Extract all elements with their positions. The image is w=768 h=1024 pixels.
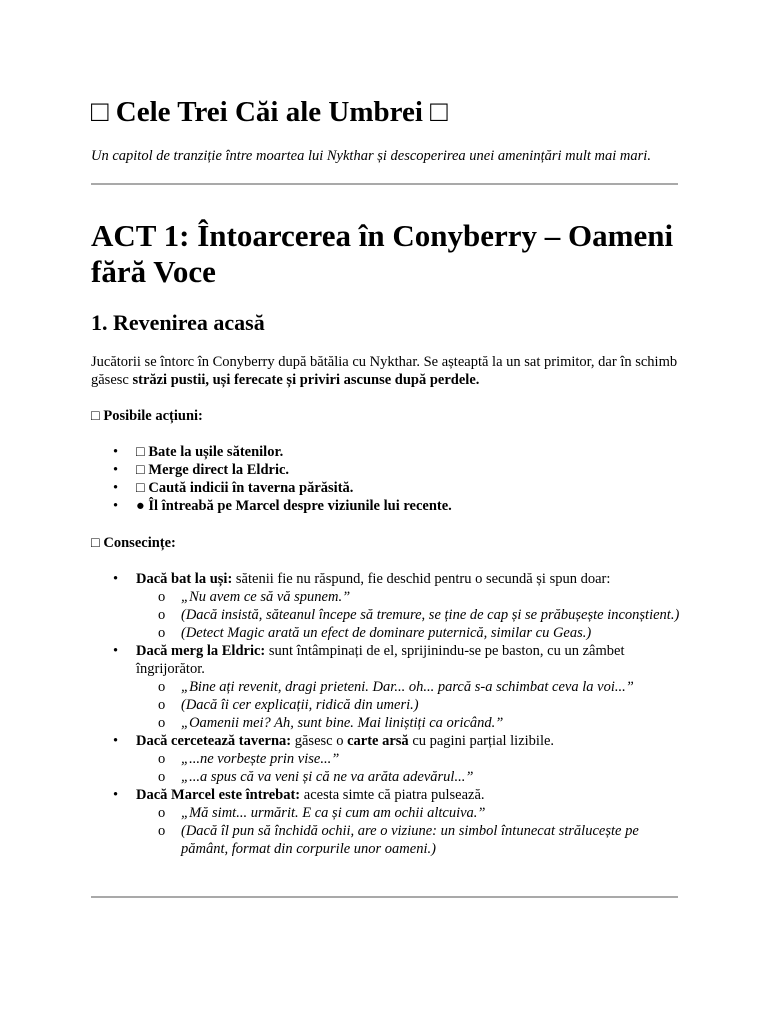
sub-list <box>136 804 681 858</box>
intro-text: Jucătorii se întorc în Conyberry după bătălia cu Nykthar. Se așteaptă la un sat primitor, dar în schimb găsesc <box>91 354 678 388</box>
consequences-label-text: Consecințe: <box>103 535 176 551</box>
sub-item-text: (Dacă insistă, săteanul începe să tremure, se ține de cap și se prăbușește inconștient.) <box>181 607 680 623</box>
placeholder-glyph-icon: □ <box>430 96 448 128</box>
divider <box>91 183 678 185</box>
consequence-text: cu pagini parțial lizibile. <box>408 733 555 749</box>
consequences-label <box>91 534 176 552</box>
actions-label <box>91 407 203 425</box>
placeholder-glyph-icon: □ <box>136 444 145 460</box>
actions-list <box>91 443 681 515</box>
placeholder-glyph-icon: □ <box>91 96 109 128</box>
intro-paragraph <box>91 353 681 389</box>
sub-item-text: „...ne vorbește prin vise...” <box>181 751 340 767</box>
consequence-emphasis: carte arsă <box>347 733 409 749</box>
consequence-text: acesta simte că piatra pulsează. <box>300 787 485 803</box>
sub-list <box>136 750 681 786</box>
placeholder-glyph-icon: □ <box>91 408 100 424</box>
sub-list-item <box>136 678 681 696</box>
sub-item-text: „...a spus că va veni și că ne va arăta adevărul...” <box>181 769 474 785</box>
placeholder-glyph-icon: □ <box>136 480 145 496</box>
sub-list-item <box>136 768 681 786</box>
placeholder-glyph-icon: □ <box>136 462 145 478</box>
action-text: Bate la ușile sătenilor. <box>148 444 284 460</box>
consequence-text: sătenii fie nu răspund, fie deschid pentru o secundă și spun doar: <box>232 571 611 587</box>
sub-list-item <box>136 750 681 768</box>
list-item <box>91 461 681 479</box>
consequence-lead: Dacă merg la Eldric: <box>136 643 266 659</box>
sub-item-text: „Mă simt... urmărit. E ca și cum am ochii altcuiva.” <box>181 805 486 821</box>
sub-item-text: „Nu avem ce să vă spunem.” <box>181 589 351 605</box>
divider <box>91 896 678 898</box>
consequence-text: găsesc o <box>291 733 348 749</box>
consequences-list <box>91 570 681 858</box>
act-title: ACT 1: Întoarcerea în Conyberry – Oameni fără Voce <box>91 218 674 289</box>
action-text: Merge direct la Eldric. <box>148 462 290 478</box>
chapter-subtitle: Un capitol de tranziție între moartea lui Nykthar și descoperirea unei amenințări mult mai mari. <box>91 148 651 164</box>
action-text: Caută indicii în taverna părăsită. <box>148 480 354 496</box>
action-text: Îl întreabă pe Marcel despre viziunile lui recente. <box>148 498 452 514</box>
sub-item-text: „Oamenii mei? Ah, sunt bine. Mai liniștiți ca oricând.” <box>181 715 504 731</box>
consequence-lead: Dacă Marcel este întrebat: <box>136 787 301 803</box>
sub-item-text: (Detect Magic arată un efect de dominare puternică, similar cu Geas.) <box>181 625 592 641</box>
sub-list-item <box>136 822 681 858</box>
sub-list-item <box>136 588 681 606</box>
sub-list <box>136 678 681 732</box>
list-item <box>91 570 681 642</box>
sub-list-item <box>136 606 681 624</box>
sub-list-item <box>136 624 681 642</box>
list-item <box>91 479 681 497</box>
consequence-lead: Dacă cercetează taverna: <box>136 733 292 749</box>
sub-list-item <box>136 804 681 822</box>
sub-list-item <box>136 714 681 732</box>
list-item <box>91 786 681 858</box>
sub-item-text: (Dacă îl pun să închidă ochii, are o viziune: un simbol întunecat strălucește pe pământ, format din corpurile unor oameni.) <box>181 823 639 857</box>
sub-list <box>136 588 681 642</box>
sub-list-item <box>136 696 681 714</box>
list-item <box>91 642 681 732</box>
placeholder-glyph-icon: □ <box>91 535 100 551</box>
sub-item-text: „Bine ați revenit, dragi prieteni. Dar... oh... parcă s-a schimbat ceva la voi...” <box>181 679 634 695</box>
consequence-text: sunt întâmpinați de el, sprijinindu-se pe baston, cu un zâmbet îngrijorător. <box>136 643 625 677</box>
list-item <box>91 497 681 515</box>
actions-label-text: Posibile acțiuni: <box>103 408 203 424</box>
section-title: 1. Revenirea acasă <box>91 310 265 335</box>
bullet-dot-icon: ● <box>136 498 145 514</box>
intro-emphasis: străzi pustii, uși ferecate și priviri ascunse după perdele. <box>132 372 480 388</box>
list-item <box>91 732 681 786</box>
page-title-text: Cele Trei Căi ale Umbrei <box>115 96 423 128</box>
page-title <box>91 94 448 130</box>
list-item <box>91 443 681 461</box>
sub-item-text: (Dacă îi cer explicații, ridică din umeri.) <box>181 697 419 713</box>
consequence-lead: Dacă bat la uși: <box>136 571 233 587</box>
